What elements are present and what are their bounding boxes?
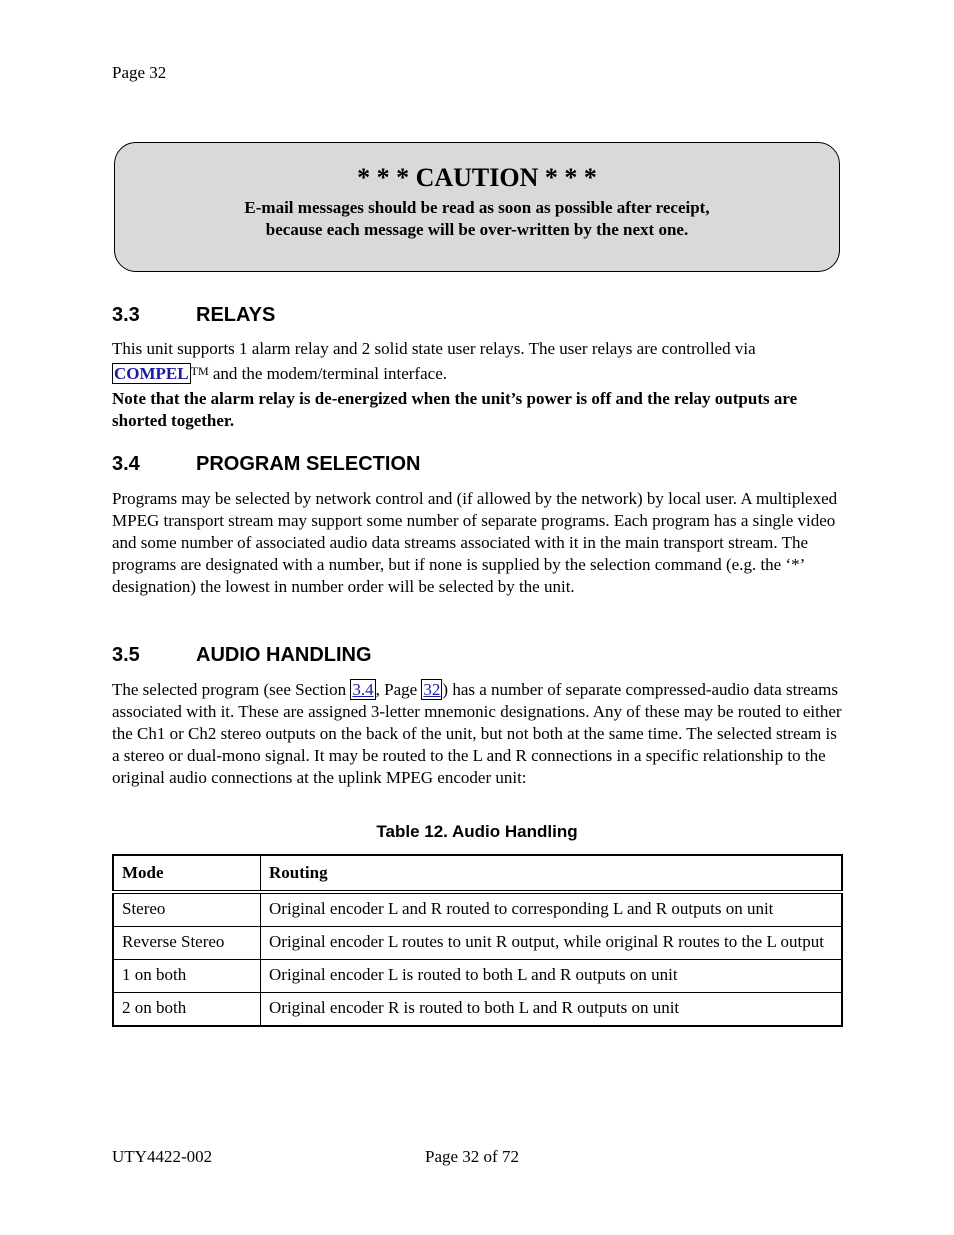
caution-title: * * * CAUTION * * *	[357, 163, 597, 192]
audio-text-c: ) has a number of separate compressed-audio data streams associated with it. These are assigned 3-letter mnemonic designations. Any of these may be routed to either the Ch1 or Ch2 stereo outputs on the back of the unit, but not both at the same time. The selected stream is a stereo or dual-mono signal. It may be routed to the L and R connections in a specific relationship to the original audio connections at the uplink MPEG encoder unit:	[112, 680, 842, 787]
footer-page-of: Page 32 of 72	[425, 1147, 519, 1166]
mode-cell: 1 on both	[113, 960, 261, 993]
audio-paragraph	[112, 679, 847, 789]
relays-text-b: and the modem/terminal interface.	[208, 364, 447, 383]
mode-cell: Stereo	[113, 892, 261, 927]
relays-note: Note that the alarm relay is de-energized when the unit’s power is off and the relay outputs are shorted together.	[112, 389, 798, 430]
footer-doc-id: UTY4422-002	[112, 1147, 213, 1166]
section-heading-audio	[112, 644, 372, 667]
table-row	[113, 892, 842, 927]
routing-cell: Original encoder R is routed to both L and R outputs on unit	[261, 993, 843, 1027]
table-caption: Table 12. Audio Handling	[376, 822, 578, 841]
caution-message	[115, 197, 839, 241]
section-title: AUDIO HANDLING	[196, 644, 372, 666]
relays-text-a: This unit supports 1 alarm relay and 2 solid state user relays. The user relays are controlled via	[112, 339, 756, 358]
routing-cell: Original encoder L routes to unit R output, while original R routes to the L output	[261, 927, 843, 960]
caution-line-2: because each message will be over-written by the next one.	[265, 220, 689, 239]
routing-cell: Original encoder L and R routed to corresponding L and R outputs on unit	[261, 892, 843, 927]
section-title: PROGRAM SELECTION	[196, 453, 421, 475]
table-row	[113, 960, 842, 993]
table-header-row	[113, 855, 842, 892]
compel-link[interactable]: COMPEL	[114, 364, 189, 383]
page-link[interactable]: 32	[423, 680, 441, 699]
caution-line-1: E-mail messages should be read as soon as possible after receipt,	[244, 198, 710, 217]
mode-cell: Reverse Stereo	[113, 927, 261, 960]
section-heading-program	[112, 453, 420, 476]
section-title: RELAYS	[196, 304, 276, 326]
mode-cell: 2 on both	[113, 993, 261, 1027]
routing-cell: Original encoder L is routed to both L and R outputs on unit	[261, 960, 843, 993]
section-heading-relays	[112, 304, 275, 327]
header-mode: Mode	[113, 855, 261, 892]
section-number: 3.4	[112, 453, 140, 475]
table-row	[113, 927, 842, 960]
audio-handling-table	[112, 854, 843, 1027]
header-routing: Routing	[261, 855, 843, 892]
caution-box	[114, 142, 840, 272]
section-number: 3.3	[112, 304, 140, 326]
page-number-header: Page 32	[112, 63, 167, 82]
program-paragraph: Programs may be selected by network control and (if allowed by the network) by local user. A multiplexed MPEG transport stream may support some number of separate programs. Each program has a single video and some number of associated audio data streams associated with it in the main transport stream. The programs are designated with a number, but if none is supplied by the selection command (e.g. the ‘*’ designation) the lowest in number order will be selected by the unit.	[112, 489, 838, 596]
section-link[interactable]: 3.4	[352, 680, 374, 699]
audio-text-b: , Page	[375, 680, 422, 699]
trademark-mark: TM	[190, 364, 209, 378]
section-number: 3.5	[112, 644, 140, 666]
table-row	[113, 993, 842, 1027]
relays-paragraph	[112, 338, 847, 385]
audio-text-a: The selected program (see Section	[112, 680, 351, 699]
